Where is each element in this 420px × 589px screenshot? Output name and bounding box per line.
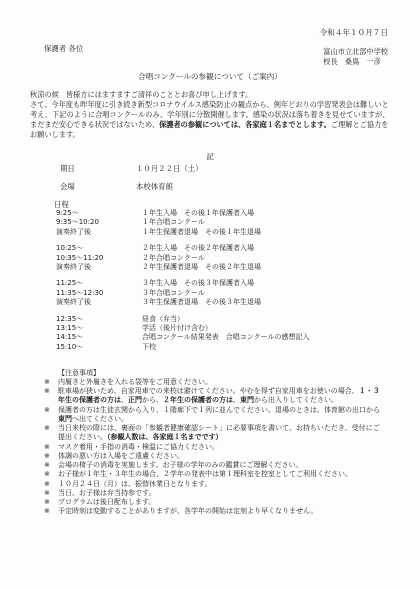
note-text: 予定時刻は変動することがありますが、各学年の開始は定刻より早くなりません。: [58, 507, 318, 516]
schedule-description: １年生保護者退場 その後１年生退場: [142, 227, 261, 236]
note-text: 当日来校の際には、裏面の「参観者健康確認シート」に必要事項を書いて、お持ちいただき、受付にご提出ください。（参観人数は、各家庭１名までです）: [58, 424, 380, 442]
schedule-description: １年合唱コンクール: [142, 218, 205, 227]
schedule-time: 11:25～: [56, 279, 84, 288]
note-mark: ※: [44, 479, 50, 488]
note-text: お子様が１年生・３年生の場合、２学年の発表中は第１理科室を控室としてご利用ください。: [58, 470, 352, 479]
schedule-description: １年生入場 その後１年保護者入場: [142, 209, 254, 217]
note-text: 会場の椅子の消毒を実施します。お子様の学年のみの鑑賞にご理解ください。: [58, 461, 303, 470]
schedule-time: 11:35～12:30: [56, 288, 104, 297]
schedule-time: 演奏終了後: [56, 262, 91, 271]
note-mark: ※: [44, 378, 50, 386]
note-item: [44, 489, 384, 498]
schedule-description: ２年合唱コンクール: [142, 253, 205, 262]
schedule-time: 15:10～: [56, 342, 84, 351]
note-mark: ※: [44, 488, 50, 497]
schedule-description: ３年合唱コンクール: [142, 288, 205, 297]
note-text: 駐車場が狭いため、自家用車での来校は避けてください。やむを得ず自家用車をお使いの場合、１・３年生の保護者の方は、正門から、２年生の保護者の方は、東門から出入りしてください。: [58, 387, 380, 405]
school-name: 富山市立北部中学校: [323, 47, 388, 56]
note-mark: ※: [44, 405, 50, 414]
note-text: 体調の悪い方は入場をご遠慮ください。: [58, 451, 184, 460]
note-text: マスク着用・手指の消毒・検温にご協力ください。: [58, 442, 219, 451]
principal-name: 校長 桑嶌 一彦: [323, 57, 381, 67]
schedule-time: 9:35～10:20: [56, 218, 99, 227]
note-item: [44, 470, 384, 479]
date-value: １０月２２日（土）: [136, 164, 203, 173]
note-item: [44, 443, 384, 452]
schedule-time: 9:25～: [56, 209, 79, 217]
note-item: [44, 498, 384, 507]
addressee: 保護者 各位: [44, 44, 84, 53]
note-mark: ※: [44, 424, 50, 433]
note-text: 内履きと外履きを入れる袋等をご用意ください。: [58, 378, 212, 386]
note-mark: ※: [44, 442, 50, 451]
ki-heading: 記: [206, 152, 214, 161]
notes-heading: 【注意事項】: [58, 369, 100, 377]
note-item: [44, 480, 384, 489]
date-label: 期日: [60, 164, 75, 173]
note-text: 保護者の方は生徒玄関から入り、１階廊下で１列に並んでください。退場のときは、体育館の出口から東門へ出てください。: [58, 405, 380, 423]
schedule-label: 日程: [54, 200, 69, 209]
note-item: [44, 507, 384, 516]
note-text: プログラムは後日配布します。: [58, 498, 156, 507]
note-text: 当日、お子様は弁当持参です。: [58, 488, 156, 497]
schedule-time: 演奏終了後: [56, 227, 91, 236]
schedule-description: 下校: [142, 342, 156, 351]
greeting-line: 秋涼の候 皆様方にはますますご清祥のこととお喜び申し上げます。: [30, 90, 253, 99]
note-item: [44, 424, 384, 442]
schedule-description: ２年生入場 その後２年保護者入場: [142, 244, 254, 253]
document-title: 合唱コンクールの参観について（ご案内）: [138, 72, 282, 81]
note-mark: ※: [44, 470, 50, 479]
note-mark: ※: [44, 387, 50, 396]
intro-paragraph: [30, 90, 392, 140]
document-date: 令和４年１０月７日: [319, 28, 388, 37]
schedule-time: 14:15～: [56, 333, 84, 342]
body-paragraph: さて、今年度も昨年度に引き続き新型コロナウイルス感染防止の観点から、例年どおりの学習発表会は難しいと考え、下記のように合唱コンクールのみ、学年別に分散開催します。感染の状況は落ち着きを見せていますが、まだまだ安心できる状況ではないため、保護者の参観については、各家庭１名までとします。ご理解とご協力をお願いします。: [30, 99, 390, 139]
parent-limit-notice: 保護者の参観については、各家庭１名までとします。: [159, 119, 331, 129]
note-item: [44, 406, 384, 424]
schedule-description: 学活（後片付け含む）: [142, 323, 212, 332]
note-item: [44, 387, 384, 405]
notes-list: [44, 378, 384, 517]
schedule-time: 13:15～: [56, 323, 84, 332]
schedule-time: 10:25～: [56, 244, 84, 253]
schedule-description: ３年生入場 その後３年保護者入場: [142, 279, 254, 288]
schedule-description: 昼食（弁当）: [142, 314, 184, 323]
note-item: [44, 452, 384, 461]
note-mark: ※: [44, 498, 50, 507]
note-mark: ※: [44, 451, 50, 460]
note-item: [44, 461, 384, 470]
venue-label: 会場: [60, 182, 75, 191]
venue-value: 本校体育館: [136, 182, 173, 191]
schedule-description: 合唱コンクール結果発表 合唱コンクールの感想記入: [142, 333, 310, 342]
schedule-description: ２年生保護者退場 その後２年生退場: [142, 262, 261, 271]
schedule-time: 10:35～11:20: [56, 253, 104, 262]
note-mark: ※: [44, 507, 50, 516]
note-mark: ※: [44, 461, 50, 470]
schedule-time: 12:35～: [56, 314, 84, 323]
schedule-time: 演奏終了後: [56, 298, 91, 307]
note-text: １０月２４日（月）は、振替休業日となります。: [58, 479, 212, 488]
sender-block: [323, 47, 388, 68]
note-item: [44, 378, 384, 387]
schedule-description: ３年生保護者退場 その後３年生退場: [142, 298, 261, 307]
